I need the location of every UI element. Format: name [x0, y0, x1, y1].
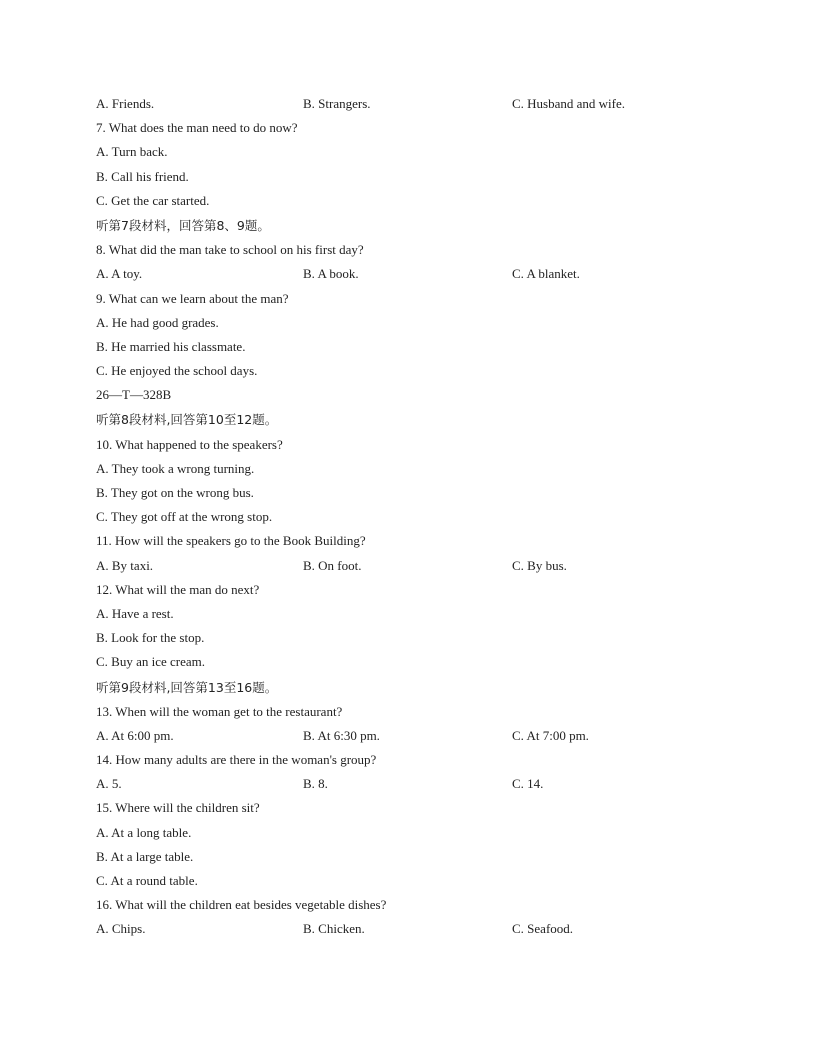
answer-option: B. At a large table. [96, 848, 194, 864]
answer-option-a: A. By taxi. [96, 557, 154, 573]
answer-option-c: C. 14. [512, 776, 544, 792]
answer-option-a: A. 5. [96, 776, 122, 792]
question-text: 9. What can we learn about the man? [96, 290, 289, 306]
answer-option-c: C. Husband and wife. [512, 96, 626, 111]
answer-option-a: A. A toy. [96, 266, 143, 282]
answer-option: A. Turn back. [96, 144, 168, 160]
answer-option: A. They took a wrong turning. [96, 460, 255, 476]
answer-option-c: C. Seafood. [512, 921, 574, 937]
answer-option-b: B. 8. [303, 776, 328, 792]
answer-option: B. He married his classmate. [96, 338, 246, 354]
answer-option-a: A. Chips. [96, 921, 146, 937]
question-text: 13. When will the woman get to the restaurant? [96, 703, 343, 719]
section-instruction: 听第8段材料,回答第10至12题。 [96, 412, 278, 428]
document-body [96, 94, 736, 944]
question-text: 10. What happened to the speakers? [96, 436, 283, 452]
answer-options-row [96, 94, 736, 118]
answer-option-a: A. Friends. [96, 96, 155, 111]
answer-option-b: B. Strangers. [303, 96, 371, 111]
answer-option-a: A. At 6:00 pm. [96, 727, 174, 743]
answer-options-row [96, 726, 736, 750]
answer-option-b: B. Chicken. [303, 921, 365, 937]
question-text: 12. What will the man do next? [96, 581, 260, 597]
answer-option: C. They got off at the wrong stop. [96, 509, 273, 525]
question-text: 7. What does the man need to do now? [96, 120, 298, 136]
question-text: 15. Where will the children sit? [96, 800, 260, 816]
answer-option: B. Call his friend. [96, 168, 189, 184]
answer-options-row [96, 264, 736, 288]
section-instruction: 听第9段材料,回答第13至16题。 [96, 679, 278, 695]
answer-option-b: B. At 6:30 pm. [303, 727, 380, 743]
question-text: 11. How will the speakers go to the Book Building? [96, 533, 366, 549]
answer-options-row [96, 774, 736, 798]
question-text: 14. How many adults are there in the woman's group? [96, 752, 377, 768]
page-code: 26—T—328B [96, 387, 172, 403]
answer-option: B. Look for the stop. [96, 630, 205, 646]
answer-option-b: B. A book. [303, 266, 359, 282]
answer-options-row [96, 556, 736, 580]
answer-option: C. At a round table. [96, 873, 198, 888]
question-text: 16. What will the children eat besides vegetable dishes? [96, 897, 387, 913]
answer-options-row [96, 919, 736, 943]
answer-option-c: C. A blanket. [512, 266, 580, 282]
answer-option: A. At a long table. [96, 824, 192, 840]
answer-option-c: C. By bus. [512, 557, 567, 573]
question-text: 8. What did the man take to school on his first day? [96, 242, 364, 258]
answer-option: A. He had good grades. [96, 314, 219, 330]
section-instruction: 听第7段材料，回答第8、9题。 [96, 217, 270, 233]
answer-option: C. He enjoyed the school days. [96, 363, 258, 379]
answer-option: C. Buy an ice cream. [96, 654, 206, 670]
answer-option: C. Get the car started. [96, 192, 210, 208]
answer-option: A. Have a rest. [96, 605, 174, 621]
answer-option-c: C. At 7:00 pm. [512, 727, 589, 743]
answer-option-b: B. On foot. [303, 557, 362, 573]
answer-option: B. They got on the wrong bus. [96, 485, 254, 500]
